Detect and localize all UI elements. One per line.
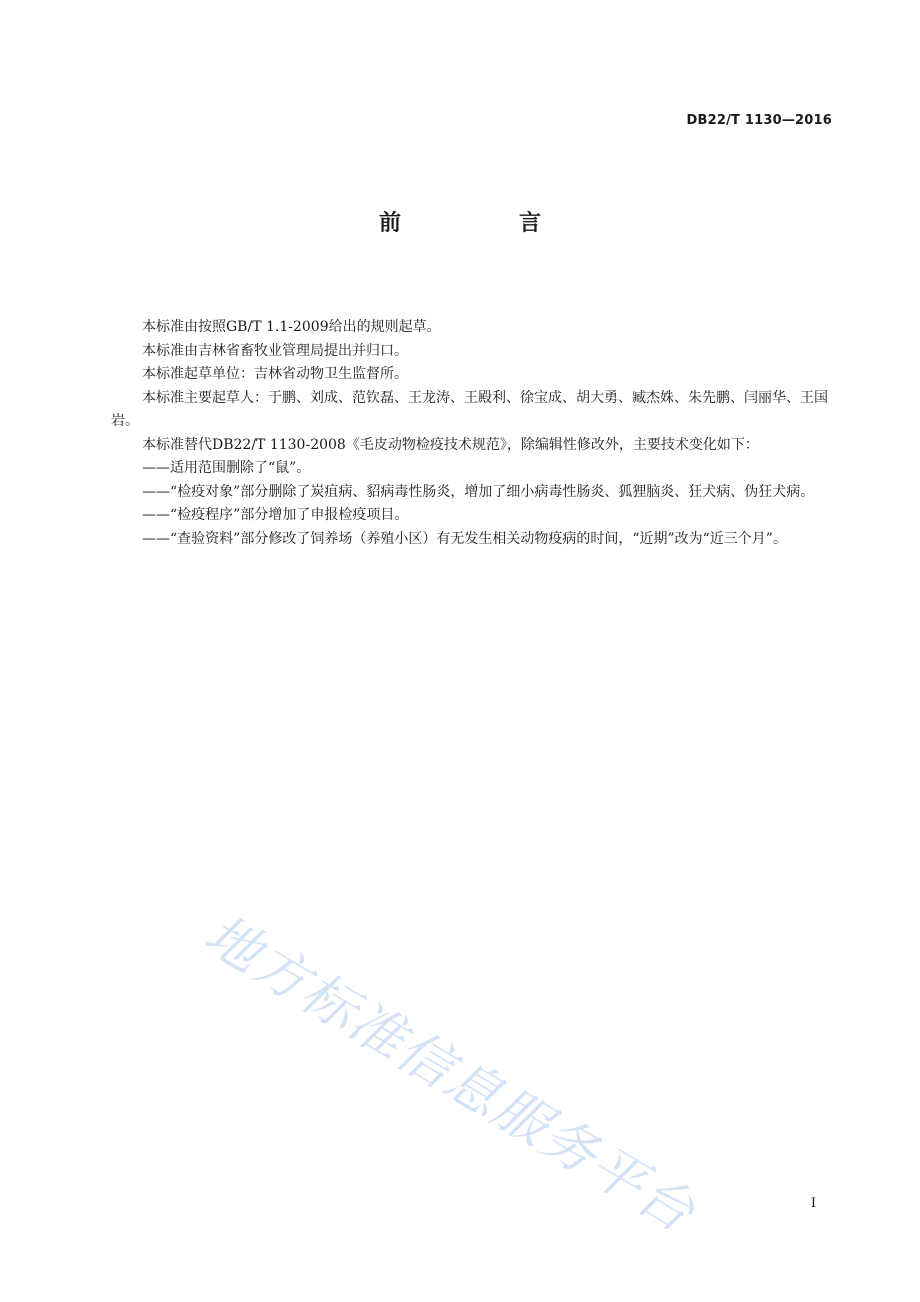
standard-code: DB22/T 1130—2016	[686, 113, 832, 128]
page-number: I	[810, 1196, 816, 1211]
paragraph-drafting-unit: 本标准起草单位：吉林省动物卫生监督所。	[142, 366, 408, 382]
change-item-scope: ——适用范围删除了“鼠”。	[142, 460, 311, 476]
paragraph-drafters: 本标准主要起草人：于鹏、刘成、范钦磊、王龙涛、王殿利、徐宝成、胡大勇、臧杰姝、朱先鹏、闫丽华、王国岩。	[111, 389, 828, 429]
paragraph-proposer: 本标准由吉林省畜牧业管理局提出并归口。	[142, 342, 408, 359]
change-item-quarantine-objects: ——“检疫对象”部分删除了炭疽病、貂病毒性肠炎，增加了细小病毒性肠炎、狐狸脑炎、狂犬病、伪狂犬病。	[142, 483, 815, 500]
page-title: 前 言	[378, 211, 589, 236]
watermark: 地方标准信息服务平台	[193, 902, 707, 1245]
paragraph-drafting-rules: 本标准由按照GB/T 1.1-2009给出的规则起草。	[142, 319, 441, 335]
change-item-quarantine-procedure: ——“检疫程序”部分增加了申报检疫项目。	[142, 507, 409, 523]
change-item-documents: ——“查验资料”部分修改了饲养场（养殖小区）有无发生相关动物疫病的时间，“近期”改为“近三个月”。	[142, 530, 787, 547]
foreword-body	[111, 316, 831, 551]
paragraph-replacement: 本标准替代DB22/T 1130-2008《毛皮动物检疫技术规范》，除编辑性修改外，主要技术变化如下：	[142, 436, 759, 453]
